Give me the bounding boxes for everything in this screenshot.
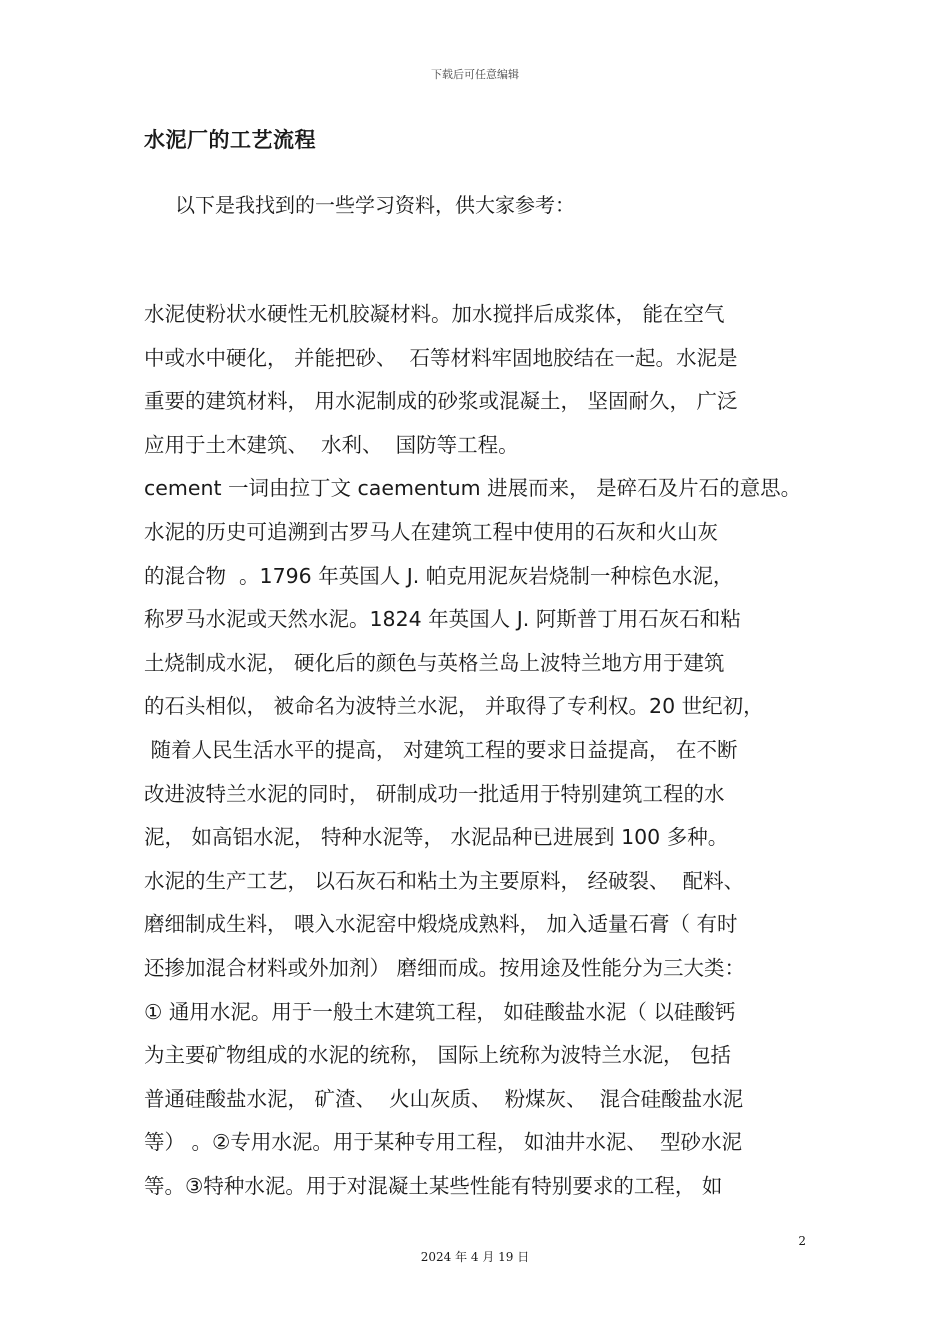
text-line: 称罗马水泥或天然水泥。1824 年英国人 J. 阿斯普丁用石灰石和粘: [144, 607, 741, 632]
text-line: 的石头相似， 被命名为波特兰水泥， 并取得了专利权。20 世纪初，: [144, 694, 764, 719]
text-line: 磨细制成生料， 喂入水泥窑中煅烧成熟料， 加入适量石膏（ 有时: [144, 912, 738, 937]
text-line: 普通硅酸盐水泥， 矿渣、 火山灰质、 粉煤灰、 混合硅酸盐水泥: [144, 1086, 744, 1111]
text-line: 改进波特兰水泥的同时， 研制成功一批适用于特别建筑工程的水: [144, 781, 725, 806]
body-text: [144, 293, 808, 1208]
text-line: 等） 。②专用水泥。用于某种专用工程， 如油井水泥、 型砂水泥: [144, 1130, 742, 1155]
footer-date: 2024 年 4 月 19 日: [420, 1250, 530, 1264]
text-line: 的混合物 。1796 年英国人 J. 帕克用泥灰岩烧制一种棕色水泥，: [144, 563, 734, 588]
text-line: cement 一词由拉丁文 caementum 进展而来， 是碎石及片石的意思。: [144, 476, 802, 501]
text-line: 泥， 如高铝水泥， 特种水泥等， 水泥品种已进展到 100 多种。: [144, 825, 729, 850]
text-line: 中或水中硬化， 并能把砂、 石等材料牢固地胶结在一起。水泥是: [144, 345, 738, 370]
text-line: 土烧制成水泥， 硬化后的颜色与英格兰岛上波特兰地方用于建筑: [144, 650, 725, 675]
text-line: 还掺加混合材料或外加剂） 磨细而成。按用途及性能分为三大类：: [144, 955, 746, 980]
text-line: 等。③特种水泥。用于对混凝土某些性能有特别要求的工程， 如: [144, 1173, 723, 1198]
text-line: 水泥的生产工艺， 以石灰石和粘土为主要原料， 经破裂、 配料、: [144, 868, 745, 893]
text-line: 水泥使粉状水硬性无机胶凝材料。加水搅拌后成浆体， 能在空气: [144, 302, 725, 326]
text-line: 应用于土木建筑、 水利、 国防等工程。: [144, 432, 519, 457]
document-title: 水泥厂的工艺流程: [144, 128, 316, 152]
intro-paragraph: 以下是我找到的一些学习资料，供大家参考：: [175, 193, 575, 217]
text-line: 水泥的历史可追溯到古罗马人在建筑工程中使用的石灰和火山灰: [144, 519, 718, 544]
header-note: 下载后可任意编辑: [431, 68, 519, 81]
text-line: 重要的建筑材料， 用水泥制成的砂浆或混凝土， 坚固耐久， 广泛: [144, 389, 738, 414]
text-line: 为主要矿物组成的水泥的统称， 国际上统称为波特兰水泥， 包括: [144, 1043, 732, 1068]
page-number: 2: [798, 1234, 806, 1248]
text-line: 随着人民生活水平的提高， 对建筑工程的要求日益提高， 在不断: [144, 737, 738, 762]
text-line: ① 通用水泥。用于一般土木建筑工程， 如硅酸盐水泥（ 以硅酸钙: [144, 999, 736, 1024]
